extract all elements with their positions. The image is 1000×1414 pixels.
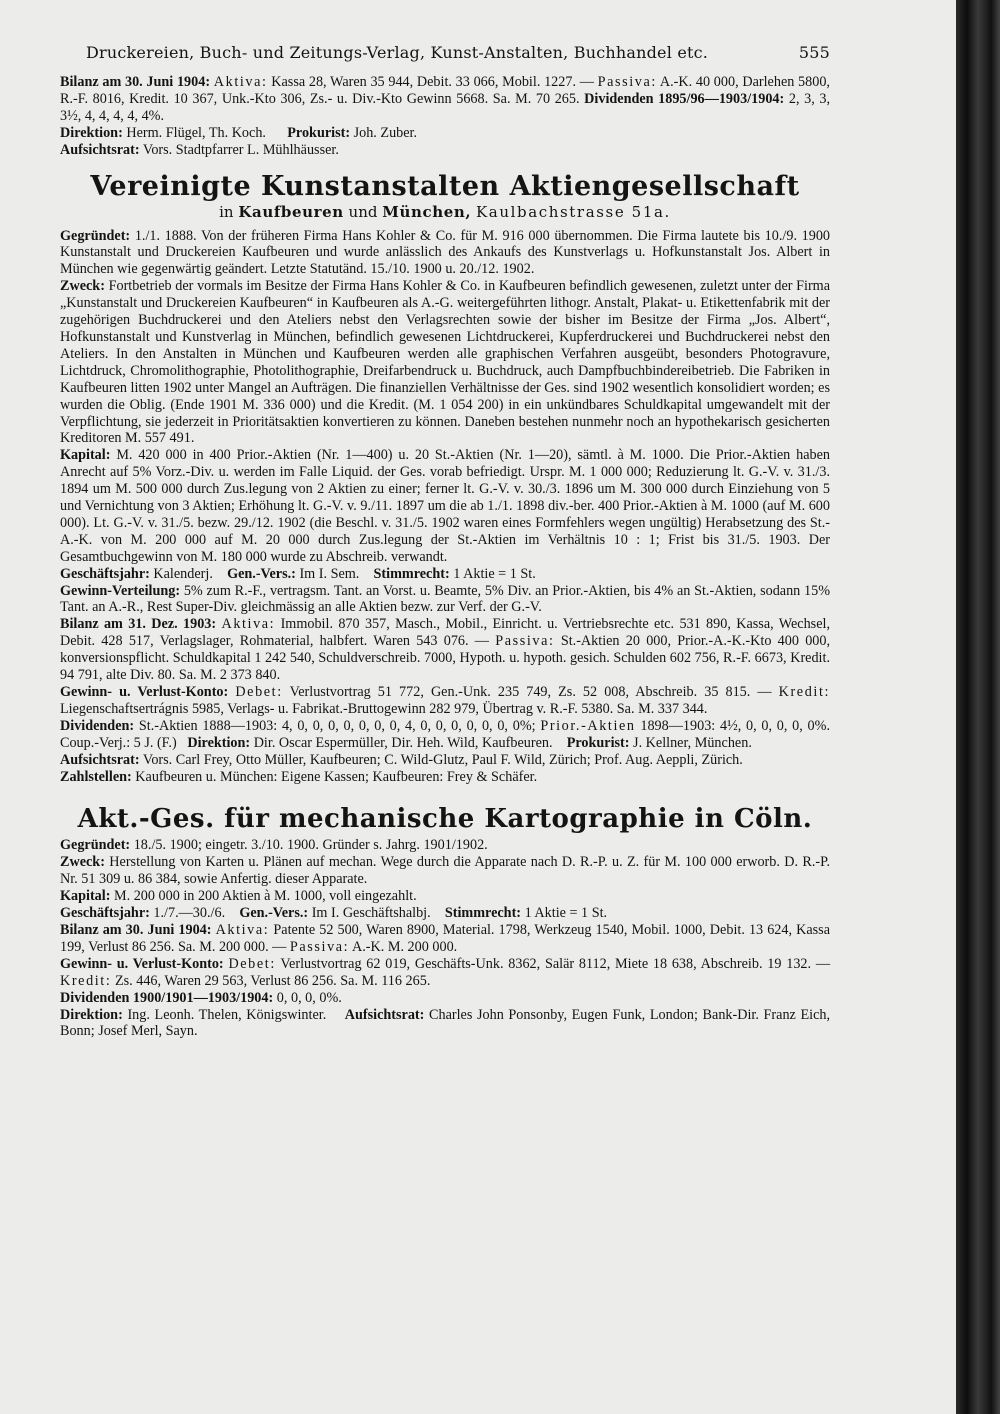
passiva-text: St.-Aktien 20 000, Prior.-A.-K.-Kto 400 000, konversionspflicht. Schuldkapital 1 242 540, Schuldverschreib. 7000, Hypoth. u. hypoth. gesich. Schulden 602 756, R.-F. 6673, Kredit. 94 791, alte Div. 80. Sa. M. 2 373 840. — [60, 633, 831, 684]
geschaeftsjahr-label: Geschäftsjahr: — [60, 905, 150, 922]
gegruendet-paragraph — [60, 228, 830, 279]
guv-label: Gewinn- u. Verlust-Konto: — [60, 955, 224, 972]
zweck-paragraph — [60, 278, 830, 447]
dividenden-label: Dividenden 1900/1901—1903/1904: — [60, 989, 274, 1006]
kapital-paragraph — [60, 888, 830, 905]
dividenden-text: 0, 0, 0, 0%. — [276, 989, 342, 1006]
dividenden-label: Dividenden: — [60, 717, 135, 734]
running-title: Druckereien, Buch- und Zeitungs-Verlag, Kunst-Anstalten, Buchhandel etc. — [86, 43, 709, 62]
zweck-label: Zweck: — [60, 278, 105, 295]
geschaeftsjahr-text: 1./7.—30./6. — [153, 905, 226, 922]
geschaeftsjahr-text: Kalenderj. — [153, 565, 213, 582]
aufsichtsrat-paragraph — [60, 142, 830, 159]
zweck-paragraph — [60, 854, 830, 888]
gegruendet-label: Gegründet: — [60, 227, 131, 244]
prokurist-text: Joh. Zuber. — [353, 124, 418, 141]
direktion-text: Dir. Oscar Espermüller, Dir. Heh. Wild, Kaufbeuren. — [253, 734, 553, 751]
location-address: Kaulbachstrasse 51a. — [475, 202, 671, 221]
direktion-label: Direktion: — [60, 124, 123, 141]
stimmrecht-text: 1 Aktie = 1 St. — [524, 905, 608, 922]
dividenden-paragraph — [60, 990, 830, 1007]
book-binding-edge — [956, 0, 1000, 1414]
direktion-paragraph — [60, 125, 830, 142]
kapital-text: M. 200 000 in 200 Aktien à M. 1000, voll eingezahlt. — [114, 888, 417, 905]
bilanz-text: Kassa 28, Waren 35 944, Debit. 33 066, Mobil. 1227. — — [271, 74, 594, 90]
zahlstellen-paragraph — [60, 769, 830, 786]
aufsichtsrat-label: Aufsichtsrat: — [60, 141, 140, 158]
aufsichtsrat-label: Aufsichtsrat: — [344, 1006, 425, 1023]
genvers-text: Im I. Geschäftshalbj. — [311, 905, 431, 922]
debet-text: Verlustvortrag 51 772, Gen.-Unk. 235 749, Zs. 52 008, Abschreib. 35 815. — — [289, 684, 772, 700]
aktiva-word: Aktiva: — [213, 74, 268, 90]
company-location — [60, 202, 830, 222]
location-city-muenchen: München, — [382, 202, 472, 221]
prokurist-label: Prokurist: — [566, 734, 630, 751]
text-column — [60, 42, 830, 1040]
page-number: 555 — [798, 43, 830, 62]
location-city-kaufbeuren: Kaufbeuren — [238, 202, 344, 221]
kredit-text: Liegenschaftsertrágnis 5985, Verlags- u. Fabrikat.-Bruttogewinn 282 979, Übertrag v. R.-F. 5380. Sa. M. 337 344. — [60, 700, 708, 717]
prior-aktien-text: 1898—1903: 4½, 0, 0, 0, 0, 0%. Coup.-Verj.: 5 J. (F.) — [60, 717, 831, 751]
entry-mechanische-kartographie — [60, 803, 830, 1040]
direktion-label: Direktion: — [187, 734, 251, 751]
aktiva-word: Aktiva: — [215, 921, 270, 938]
gewinnverteilung-paragraph — [60, 583, 830, 617]
stimmrecht-label: Stimmrecht: — [373, 565, 450, 582]
company-title: Akt.-Ges. für mechanische Kartographie in Cöln. — [77, 804, 813, 835]
entry-vereinigte-kunstanstalten — [60, 171, 830, 786]
aufsichtsrat-label: Aufsichtsrat: — [60, 751, 140, 768]
debet-text: Verlustvortrag 62 019, Geschäfts-Unk. 8362, Salär 8112, Miete 18 638, Abschreib. 19 132. — — [280, 955, 831, 972]
location-in: in — [219, 202, 234, 221]
zahlstellen-text: Kaufbeuren u. München: Eigene Kassen; Kaufbeuren: Frey & Schäfer. — [135, 768, 538, 785]
genvers-label: Gen.-Vers.: — [239, 905, 309, 922]
kapital-label: Kapital: — [60, 888, 111, 905]
bilanz-paragraph — [60, 922, 830, 956]
aufsichtsrat-text: Vors. Stadtpfarrer L. Mühlhäusser. — [142, 141, 339, 158]
kapital-label: Kapital: — [60, 447, 111, 464]
dividenden-text: St.-Aktien 1888—1903: 4, 0, 0, 0, 0, 0, 0, 0, 4, 0, 0, 0, 0, 0, 0, 0%; — [138, 717, 536, 734]
geschaeftsjahr-label: Geschäftsjahr: — [60, 565, 150, 582]
gegruendet-text: 18./5. 1900; eingetr. 3./10. 1900. Gründer s. Jahrg. 1901/1902. — [133, 837, 488, 854]
prokurist-label: Prokurist: — [287, 124, 351, 141]
kapital-text: M. 420 000 in 400 Prior.-Aktien (Nr. 1—400) u. 20 St.-Aktien (Nr. 1—20), sämtl. à M. 1000. Die Prior.-Aktien haben Anrecht auf 5% Vorz.-Div. u. werden im Falle Liquid. der Ges. vorab befriedigt. Urspr. M. 1 000 000; Reduzierung lt. G.-V. v. 31./3. 1894 um M. 500 000 durch Zus.legung von 2 Aktien zu einer; ferner lt. G.-V. v. 30./3. 1896 um M. 300 000 durch Einziehung von 5 und Vernichtung von 3 Aktien; Erhöhung lt. G.-V. v. 9./11. 1897 um die ab 1./1. 1898 div.-ber. 400 Prior.-Aktien à M. 1000 (auf M. 600 000). Lt. G.-V. v. 31./5. bezw. 29./12. 1902 (die Beschl. v. 31./5. 1902 waren eines Formfehlers wegen ungültig) Herabsetzung des St.-A.-K. von M. 200 000 auf M. 20 000 durch Zus.legung der St.-Aktien im Verhältnis 10 : 1; Frist bis 31./5. 1903. Der Gesamtbuchgewinn von M. 180 000 wurde zu Abschreib. verwandt. — [60, 447, 831, 565]
genvers-label: Gen.-Vers.: — [227, 565, 296, 582]
location-und: und — [348, 202, 378, 221]
bilanz-label: Bilanz am 31. Dez. 1903: — [60, 616, 217, 633]
bilanz-label: Bilanz am 30. Juni 1904: — [60, 921, 212, 938]
aktiva-word: Aktiva: — [221, 616, 276, 633]
prior-aktien-word: Prior.-Aktien — [540, 717, 636, 734]
debet-word: Debet: — [235, 684, 283, 700]
direktion-text: Ing. Leonh. Thelen, Königswinter. — [127, 1006, 327, 1023]
gewinnverteilung-text: 5% zum R.-F., vertragsm. Tant. an Vorst. u. Beamte, 5% Div. an Prior.-Aktien, bis 4% an St.-Aktien, sodann 15% Tant. an A.-R., Rest Super-Div. gleichmässig an alle Aktien bezw. zur Verf. der G.-V. — [60, 582, 831, 616]
aufsichtsrat-text: Vors. Carl Frey, Otto Müller, Kaufbeuren; C. Wild-Glutz, Paul F. Wild, Zürich; Prof. Aug. Aeppli, Zürich. — [142, 751, 743, 768]
zweck-text: Fortbetrieb der vormals im Besitze der Firma Hans Kohler & Co. in Kaufbeuren befindlich gewesenen, zuletzt unter der Firma „Kunstanstalt und Druckereien Kaufbeuren“ in Kaufbeuren als A.-G. weitergeführten lithogr. Anstalt, Plakat- u. Etikettenfabrik mit der zugehörigen Buchdruckerei und den Ateliers nebst den Verlagsrechten sowie der bisher im Besitze der Firma „Jos. Albert“, Hofkunstanstalt und Kunstverlag in München, befindlich gewesenen Lichtdruckerei, Kupferdruckerei und Buchdruckerei nebst den Ateliers. In den Anstalten in München und Kaufbeuren werden alle graphischen Verfahren ausgeübt, besonders Photogravure, Lichtdruck, Chromolithographie, Photolithographie, Dreifarbendruck u. Buchdruck, auch Dampfbuchbindereibetrieb. Die Fabriken in Kaufbeuren litten 1902 unter Mangel an Aufträgen. Die finanziellen Verhältnisse der Ges. sind 1902 wesentlich konsolidiert worden; es wurden die Oblig. (Ende 1901 M. 336 000) und die Kredit. (M. 1 054 200) in ein unkündbares Schuldkapital umgewandelt mit der Verpflichtung, sie jederzeit in Prioritätsaktien konvertieren zu können. Daneben bestehen nunmehr noch an hypothekarisch gesicherten Kreditoren M. 557 491. — [60, 278, 831, 447]
kapital-paragraph — [60, 447, 830, 565]
gegruendet-label: Gegründet: — [60, 837, 131, 854]
zahlstellen-label: Zahlstellen: — [60, 768, 132, 785]
passiva-text: A.-K. M. 200 000. — [351, 938, 458, 955]
aktiva-text: Patente 52 500, Waren 8900, Material. 1798, Werkzeug 1540, Mobil. 1000, Debit. 13 624, Kassa 199, Verlust 86 256. Sa. M. 200 000. — — [60, 921, 830, 955]
aktiva-text: Immobil. 870 357, Masch., Mobil., Einricht. u. Vertriebsrechte etc. 531 890, Kassa, Wechsel, Debit. 428 517, Verlagslager, Rohmaterial, halbfert. Waren 543 076. — — [60, 616, 830, 650]
geschaeftsjahr-paragraph — [60, 905, 830, 922]
kredit-word: Kredit: — [60, 972, 112, 989]
kredit-text: Zs. 446, Waren 29 563, Verlust 86 256. Sa. M. 116 265. — [114, 972, 431, 989]
dividenden-label: Dividenden 1895/96—1903/1904: — [584, 90, 785, 107]
direktion-label: Direktion: — [60, 1006, 123, 1023]
debet-word: Debet: — [228, 955, 276, 972]
entry-previous-company — [60, 74, 830, 159]
aufsichtsrat-text: Charles John Ponsonby, Eugen Funk, London; Bank-Dir. Franz Eich, Bonn; Josef Merl, Sayn. — [60, 1006, 831, 1040]
direktion-text: Herm. Flügel, Th. Koch. — [126, 124, 266, 141]
guv-paragraph — [60, 956, 830, 990]
guv-paragraph — [60, 684, 830, 718]
bilanz-paragraph — [60, 74, 830, 125]
kredit-word: Kredit: — [778, 684, 831, 700]
gegruendet-paragraph — [60, 837, 830, 854]
running-header — [60, 42, 830, 64]
passiva-word: Passiva: — [597, 74, 657, 90]
geschaeftsjahr-paragraph — [60, 566, 830, 583]
zweck-text: Herstellung von Karten u. Plänen auf mechan. Wege durch die Apparate nach D. R.-P. u. Z. für M. 100 000 erworb. D. R.-P. Nr. 51 309 u. 86 384, sowie Anfertig. dieser Apparate. — [60, 854, 831, 888]
zweck-label: Zweck: — [60, 854, 105, 871]
stimmrecht-text: 1 Aktie = 1 St. — [453, 565, 536, 582]
passiva-word: Passiva: — [495, 633, 555, 650]
stimmrecht-label: Stimmrecht: — [444, 905, 522, 922]
passiva-word: Passiva: — [289, 938, 350, 955]
direktion-paragraph — [60, 1007, 830, 1041]
bilanz-paragraph — [60, 616, 830, 684]
aufsichtsrat-paragraph — [60, 752, 830, 769]
gegruendet-text: 1./1. 1888. Von der früheren Firma Hans Kohler & Co. für M. 916 000 übernommen. Die Firma lautete bis 10./9. 1900 Kunstanstalt und Druckereien Kaufbeuren und wurde anlässlich des Ankaufs des Kunstverlags u. Hofkunstanstalt Jos. Albert in München wie gegenwärtig geändert. Letzte Statutänd. 15./10. 1900 u. 20./12. 1902. — [60, 227, 831, 278]
prokurist-text: J. Kellner, München. — [633, 734, 752, 751]
dividenden-paragraph — [60, 718, 830, 752]
company-title: Vereinigte Kunstanstalten Aktiengesellschaft — [90, 170, 800, 202]
dividenden-text: 2, 3, 3, 3½, 4, 4, 4, 4, 4%. — [60, 90, 831, 124]
passiva-text: A.-K. 40 000, Darlehen 5800, R.-F. 8016, Kredit. 10 367, Unk.-Kto 306, Zs.- u. Div.-Kto Gewinn 5668. Sa. M. 70 265. — [60, 74, 830, 107]
genvers-text: Im I. Sem. — [299, 565, 360, 582]
bilanz-label: Bilanz am 30. Juni 1904: — [60, 74, 211, 90]
guv-label: Gewinn- u. Verlust-Konto: — [60, 684, 229, 700]
gewinnverteilung-label: Gewinn-Verteilung: — [60, 582, 181, 599]
